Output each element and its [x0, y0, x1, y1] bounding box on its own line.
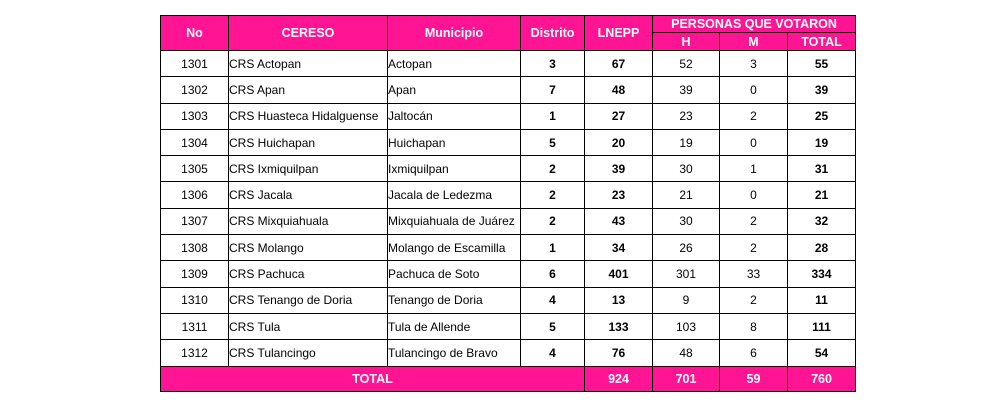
cell-municipio: Jaltocán [388, 103, 521, 129]
cell-no: 1305 [161, 156, 229, 182]
cell-total: 19 [788, 129, 856, 155]
votes-table [160, 15, 856, 392]
table-row [161, 235, 856, 261]
cell-m: 0 [720, 77, 788, 103]
cell-lnepp: 23 [585, 182, 653, 208]
cell-lnepp: 20 [585, 129, 653, 155]
cell-distrito: 4 [521, 340, 585, 366]
cell-no: 1309 [161, 261, 229, 287]
table-row [161, 129, 856, 155]
cell-h: 23 [653, 103, 720, 129]
cell-h: 19 [653, 129, 720, 155]
header-lnepp: LNEPP [585, 16, 653, 51]
cell-m: 2 [720, 235, 788, 261]
cell-cereso: CRS Jacala [229, 182, 388, 208]
cell-lnepp: 76 [585, 340, 653, 366]
cell-m: 8 [720, 313, 788, 339]
table-row [161, 103, 856, 129]
cell-lnepp: 27 [585, 103, 653, 129]
cell-cereso: CRS Pachuca [229, 261, 388, 287]
cell-distrito: 1 [521, 103, 585, 129]
cell-h: 9 [653, 287, 720, 313]
cell-municipio: Mixquiahuala de Juárez [388, 208, 521, 234]
cell-lnepp: 13 [585, 287, 653, 313]
cell-distrito: 5 [521, 313, 585, 339]
cell-lnepp: 43 [585, 208, 653, 234]
footer-h: 701 [653, 366, 720, 391]
table-row [161, 51, 856, 77]
table-row [161, 340, 856, 366]
cell-distrito: 2 [521, 182, 585, 208]
table-row [161, 287, 856, 313]
cell-lnepp: 67 [585, 51, 653, 77]
cell-no: 1311 [161, 313, 229, 339]
cell-municipio: Tulancingo de Bravo [388, 340, 521, 366]
cell-h: 301 [653, 261, 720, 287]
cell-municipio: Apan [388, 77, 521, 103]
cell-cereso: CRS Huasteca Hidalguense [229, 103, 388, 129]
cell-municipio: Actopan [388, 51, 521, 77]
footer-lnepp: 924 [585, 366, 653, 391]
cell-municipio: Tula de Allende [388, 313, 521, 339]
cell-municipio: Molango de Escamilla [388, 235, 521, 261]
header-m: M [720, 33, 788, 51]
cell-municipio: Jacala de Ledezma [388, 182, 521, 208]
cell-lnepp: 133 [585, 313, 653, 339]
cell-no: 1308 [161, 235, 229, 261]
cell-h: 30 [653, 208, 720, 234]
cell-distrito: 6 [521, 261, 585, 287]
cell-no: 1310 [161, 287, 229, 313]
cell-distrito: 1 [521, 235, 585, 261]
header-h: H [653, 33, 720, 51]
cell-h: 26 [653, 235, 720, 261]
cell-no: 1301 [161, 51, 229, 77]
cell-cereso: CRS Apan [229, 77, 388, 103]
table-header [161, 16, 856, 51]
cell-m: 2 [720, 287, 788, 313]
cell-total: 111 [788, 313, 856, 339]
cell-h: 30 [653, 156, 720, 182]
table-body [161, 51, 856, 367]
header-cereso: CERESO [229, 16, 388, 51]
cell-cereso: CRS Tula [229, 313, 388, 339]
footer-total-label: TOTAL [161, 366, 585, 391]
footer-m: 59 [720, 366, 788, 391]
cell-cereso: CRS Ixmiquilpan [229, 156, 388, 182]
cell-no: 1302 [161, 77, 229, 103]
cell-municipio: Ixmiquilpan [388, 156, 521, 182]
cell-no: 1312 [161, 340, 229, 366]
cell-h: 48 [653, 340, 720, 366]
cell-m: 2 [720, 103, 788, 129]
cell-cereso: CRS Tulancingo [229, 340, 388, 366]
cell-lnepp: 401 [585, 261, 653, 287]
cell-m: 2 [720, 208, 788, 234]
cell-m: 33 [720, 261, 788, 287]
table-row [161, 261, 856, 287]
cell-municipio: Huichapan [388, 129, 521, 155]
cell-m: 0 [720, 182, 788, 208]
table-row [161, 156, 856, 182]
header-total: TOTAL [788, 33, 856, 51]
footer-total: 760 [788, 366, 856, 391]
cell-m: 0 [720, 129, 788, 155]
cell-distrito: 5 [521, 129, 585, 155]
header-personas-votaron: PERSONAS QUE VOTARON [653, 16, 856, 33]
cell-distrito: 2 [521, 208, 585, 234]
cell-h: 52 [653, 51, 720, 77]
cell-no: 1307 [161, 208, 229, 234]
header-no: No [161, 16, 229, 51]
header-distrito: Distrito [521, 16, 585, 51]
cell-h: 21 [653, 182, 720, 208]
table-footer [161, 366, 856, 391]
cell-no: 1306 [161, 182, 229, 208]
cell-cereso: CRS Tenango de Doria [229, 287, 388, 313]
cell-lnepp: 48 [585, 77, 653, 103]
cell-lnepp: 39 [585, 156, 653, 182]
cell-total: 55 [788, 51, 856, 77]
cell-total: 28 [788, 235, 856, 261]
cell-municipio: Pachuca de Soto [388, 261, 521, 287]
cell-cereso: CRS Actopan [229, 51, 388, 77]
cell-lnepp: 34 [585, 235, 653, 261]
cell-distrito: 2 [521, 156, 585, 182]
cell-no: 1304 [161, 129, 229, 155]
cell-total: 11 [788, 287, 856, 313]
cell-cereso: CRS Molango [229, 235, 388, 261]
cell-cereso: CRS Huichapan [229, 129, 388, 155]
cell-h: 103 [653, 313, 720, 339]
table-row [161, 77, 856, 103]
cell-m: 1 [720, 156, 788, 182]
cell-total: 21 [788, 182, 856, 208]
cell-m: 6 [720, 340, 788, 366]
cell-no: 1303 [161, 103, 229, 129]
header-municipio: Municipio [388, 16, 521, 51]
cell-total: 334 [788, 261, 856, 287]
cell-m: 3 [720, 51, 788, 77]
table-row [161, 208, 856, 234]
cell-h: 39 [653, 77, 720, 103]
cell-total: 32 [788, 208, 856, 234]
table-row [161, 313, 856, 339]
cell-distrito: 4 [521, 287, 585, 313]
cell-total: 39 [788, 77, 856, 103]
cell-distrito: 3 [521, 51, 585, 77]
table-row [161, 182, 856, 208]
cell-municipio: Tenango de Doria [388, 287, 521, 313]
cell-total: 31 [788, 156, 856, 182]
cell-cereso: CRS Mixquiahuala [229, 208, 388, 234]
cell-total: 25 [788, 103, 856, 129]
cell-total: 54 [788, 340, 856, 366]
cell-distrito: 7 [521, 77, 585, 103]
